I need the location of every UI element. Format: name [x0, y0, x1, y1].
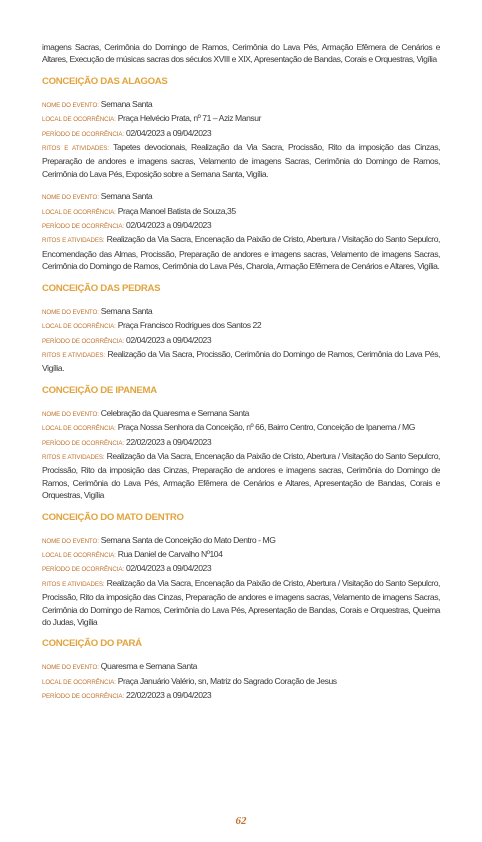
event-name-value: Semana Santa de Conceição do Mato Dentro - MG — [100, 534, 276, 545]
event-entry — [42, 407, 440, 502]
event-period-value: 02/04/2023 a 09/04/2023 — [125, 220, 212, 231]
event-period-value: 22/02/2023 a 09/04/2023 — [125, 690, 212, 701]
event-entry — [42, 660, 440, 703]
event-place-label: LOCAL DE OCORRÊNCIA: — [42, 323, 116, 331]
event-place-row — [42, 421, 440, 435]
event-name-value: Quaresma e Semana Santa — [100, 661, 197, 672]
event-period-label: PERÍODO DE OCORRÊNCIA: — [42, 130, 125, 138]
event-place-value: Praça Francisco Rodrigues dos Santos 22 — [117, 320, 262, 331]
event-period-row — [42, 127, 440, 141]
intro-paragraph: imagens Sacras, Cerimônia do Domingo de Ramos, Cerimônia do Lava Pés, Armação Efêmera de Cenários e Altares, Execução de músicas sacras dos séculos XVIII e XIX, Apresentação de Bandas, Corais e Orquestras, Vigília — [42, 42, 440, 65]
page-number: 62 — [235, 815, 247, 827]
event-rites-label: RITOS E ATIVIDADES: — [42, 145, 109, 153]
city-heading: CONCEIÇÃO DAS PEDRAS — [42, 282, 161, 294]
event-period-label: PERÍODO DE OCORRÊNCIA: — [42, 693, 125, 701]
city-heading: CONCEIÇÃO DE IPANEMA — [42, 384, 157, 396]
event-name-label: NOME DO EVENTO: — [42, 308, 99, 316]
event-place-label: LOCAL DE OCORRÊNCIA: — [42, 425, 116, 433]
event-rites-label: RITOS E ATIVIDADES: — [42, 237, 105, 245]
event-place-value: Praça Nossa Senhora da Conceição, nº 66, Bairro Centro, Conceição de Ipanema / MG — [117, 422, 415, 433]
event-name-row — [42, 407, 440, 421]
event-rites-row — [42, 141, 440, 180]
event-period-label: PERÍODO DE OCORRÊNCIA: — [42, 566, 125, 574]
event-place-label: LOCAL DE OCORRÊNCIA: — [42, 208, 116, 216]
city-heading: CONCEIÇÃO DO PARÁ — [42, 638, 142, 650]
event-name-label: NOME DO EVENTO: — [42, 410, 99, 418]
event-name-row — [42, 660, 440, 674]
event-name-row — [42, 98, 440, 112]
event-period-label: PERÍODO DE OCORRÊNCIA: — [42, 223, 125, 231]
event-period-row — [42, 436, 440, 450]
event-rites-row — [42, 450, 440, 502]
event-place-value: Praça Helvécio Prata, nº 71 – Aziz Mansur — [117, 113, 261, 124]
event-entry — [42, 534, 440, 629]
event-place-value: Praça Manoel Batista de Souza,35 — [117, 205, 236, 216]
document-page — [42, 41, 440, 714]
event-rites-row — [42, 348, 440, 375]
event-name-row — [42, 534, 440, 548]
city-heading: CONCEIÇÃO DO MATO DENTRO — [42, 511, 184, 523]
event-period-value: 22/02/2023 a 09/04/2023 — [125, 436, 212, 447]
event-place-value: Praça Januário Valério, sn, Matriz do Sagrado Coração de Jesus — [117, 675, 337, 686]
event-place-value: Rua Daniel de Carvalho Nº104 — [117, 548, 223, 559]
event-period-value: 02/04/2023 a 09/04/2023 — [125, 127, 212, 138]
event-period-row — [42, 219, 440, 233]
event-entry — [42, 305, 440, 375]
event-name-value: Celebração da Quaresma e Semana Santa — [100, 407, 249, 418]
event-period-row — [42, 334, 440, 348]
event-rites-row — [42, 233, 440, 272]
event-period-label: PERÍODO DE OCORRÊNCIA: — [42, 337, 125, 345]
city-heading: CONCEIÇÃO DAS ALAGOAS — [42, 75, 168, 87]
event-name-row — [42, 305, 440, 319]
event-rites-value: Realização da Via Sacra, Procissão, Cerimônia do Domingo de Ramos, Cerimônia do Lava Pés, Vigília. — [42, 348, 440, 374]
event-rites-value: Realização da Via Sacra, Encenação da Paixão de Cristo, Abertura / Visitação do Santo Sepulcro, Procissão, Rito da imposição das Cinzas, Preparação de andores e imagens sacras, Cerimônia do Domingo de Ramos, Cerimônia do Lava Pés, Armação Efêmera de Cenários e Altares, Apresentação de Bandas, Corais e Orquestras, Vigília — [42, 450, 440, 501]
event-entry — [42, 190, 440, 272]
event-place-row — [42, 675, 440, 689]
event-period-value: 02/04/2023 a 09/04/2023 — [125, 334, 212, 345]
event-name-row — [42, 190, 440, 204]
event-rites-label: RITOS E ATIVIDADES: — [42, 351, 106, 359]
city-sections — [42, 76, 440, 704]
event-place-row — [42, 319, 440, 333]
event-place-label: LOCAL DE OCORRÊNCIA: — [42, 678, 116, 686]
event-name-value: Semana Santa — [100, 98, 153, 109]
event-name-label: NOME DO EVENTO: — [42, 101, 99, 109]
event-place-row — [42, 548, 440, 562]
event-place-label: LOCAL DE OCORRÊNCIA: — [42, 551, 116, 559]
event-place-row — [42, 112, 440, 126]
event-rites-value: Realização da Via Sacra, Encenação da Paixão de Cristo, Abertura / Visitação do Santo Sepulcro, Procissão, Rito da imposição das Cinzas, Preparação de andores e imagens sacras, Velamento de imagens Sacras, Cerimônia do Domingo de Ramos, Cerimônia do Lava Pés, Apresentação de Bandas, Corais e Orquestras, Queima do Judas, Vigília — [42, 577, 440, 627]
event-period-row — [42, 689, 440, 703]
event-name-label: NOME DO EVENTO: — [42, 664, 99, 672]
event-rites-value: Realização da Via Sacra, Encenação da Paixão de Cristo, Abertura / Visitação do Santo Sepulcro, Encomendação das Almas, Procissão, Preparação de andores e imagens sacras, Velamento de imagens Sacras, Cerimônia do Domingo de Ramos, Cerimônia do Lava Pés, Charola, Armação Efêmera de Cenários e Altares, Vigília. — [42, 234, 440, 272]
event-entry — [42, 98, 440, 180]
event-period-row — [42, 562, 440, 576]
event-period-label: PERÍODO DE OCORRÊNCIA: — [42, 439, 125, 447]
event-name-label: NOME DO EVENTO: — [42, 194, 99, 202]
event-name-label: NOME DO EVENTO: — [42, 537, 99, 545]
event-place-row — [42, 205, 440, 219]
event-rites-label: RITOS E ATIVIDADES: — [42, 453, 105, 461]
event-place-label: LOCAL DE OCORRÊNCIA: — [42, 116, 116, 124]
event-rites-row — [42, 577, 440, 629]
event-name-value: Semana Santa — [100, 305, 153, 316]
event-name-value: Semana Santa — [100, 191, 153, 202]
event-rites-label: RITOS E ATIVIDADES: — [42, 580, 105, 588]
event-rites-value: Tapetes devocionais, Realização da Via Sacra, Procissão, Rito da imposição das Cinzas, Preparação de andores e imagens sacras, Velamento de imagens Sacras, Cerimônia do Domingo de Ramos, Cerimônia do Lava Pés, Exposição sobre a Semana Santa, Vigília. — [42, 142, 440, 179]
event-period-value: 02/04/2023 a 09/04/2023 — [125, 563, 212, 574]
